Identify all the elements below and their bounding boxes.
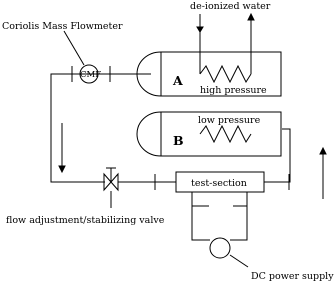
label-high-pressure: high pressure [200, 85, 267, 96]
label-valve: flow adjustment/stabilizing valve [6, 215, 165, 226]
flow-arrow-left-head [59, 166, 65, 172]
label-tank-a: A [173, 73, 183, 88]
label-test-section: test-section [191, 178, 247, 189]
dc-power-label-leader [230, 255, 248, 267]
flow-arrow-right-head [320, 148, 326, 154]
water-in-arrow-head [197, 27, 203, 32]
water-out-arrow-head [248, 14, 254, 20]
label-deionized-water: de-ionized water [190, 1, 271, 12]
tank-b-heater-coil [200, 126, 251, 142]
label-cmf: CMF [80, 70, 102, 80]
dc-power-box [192, 206, 247, 240]
coriolis-leader [64, 31, 84, 65]
label-dc-power: DC power supply [251, 271, 334, 281]
dc-power-wiring [192, 192, 247, 206]
valve-stem [106, 168, 116, 182]
label-low-pressure: low pressure [198, 115, 261, 126]
label-tank-b: B [173, 133, 184, 148]
label-coriolis: Coriolis Mass Flowmeter [2, 21, 123, 32]
tank-a-heater-coil [200, 66, 251, 82]
dc-power-source [210, 238, 230, 258]
